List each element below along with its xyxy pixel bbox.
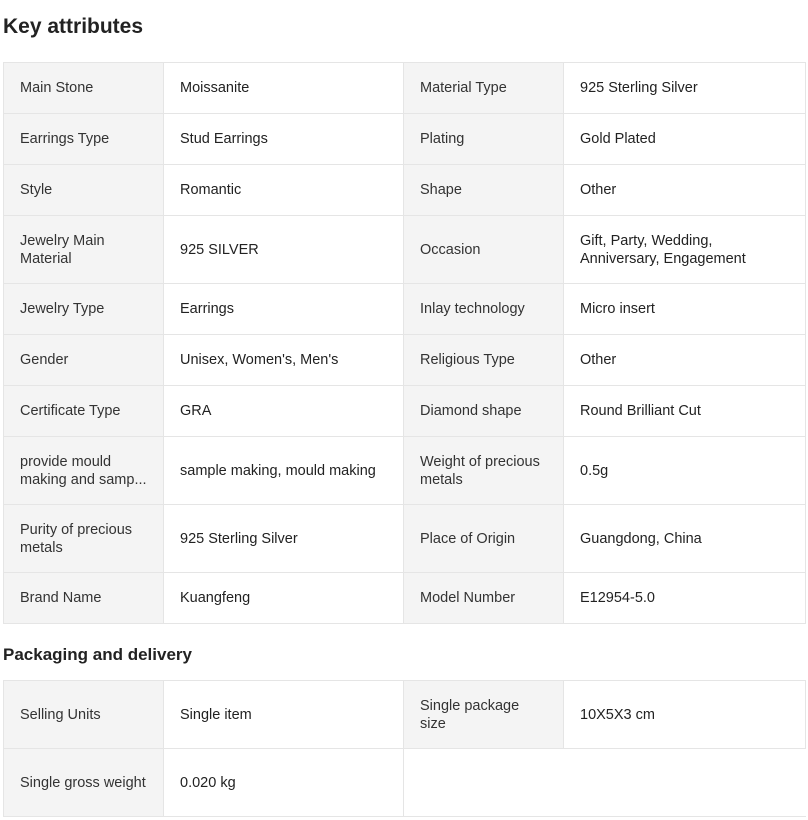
attribute-value: Earrings <box>164 284 404 335</box>
attribute-label: Selling Units <box>4 681 164 749</box>
attribute-label: Single package size <box>404 681 564 749</box>
packaging-title: Packaging and delivery <box>3 645 192 664</box>
attribute-value: Guangdong, China <box>564 505 806 573</box>
attribute-label: Jewelry Main Material <box>4 216 164 284</box>
attribute-label: Plating <box>404 114 564 165</box>
attribute-value: Gold Plated <box>564 114 806 165</box>
key-attributes-title: Key attributes <box>3 15 144 38</box>
attribute-value: E12954-5.0 <box>564 573 806 624</box>
attribute-label: Material Type <box>404 63 564 114</box>
table-row <box>4 749 806 817</box>
table-row <box>4 335 806 386</box>
attribute-value: 925 Sterling Silver <box>564 63 806 114</box>
table-row <box>4 386 806 437</box>
attribute-value: 0.020 kg <box>164 749 404 817</box>
empty-cell <box>404 749 806 817</box>
attribute-label: Earrings Type <box>4 114 164 165</box>
attribute-label: Gender <box>4 335 164 386</box>
attribute-label: Style <box>4 165 164 216</box>
attribute-value: GRA <box>164 386 404 437</box>
attribute-value: Stud Earrings <box>164 114 404 165</box>
attribute-value: 10X5X3 cm <box>564 681 806 749</box>
attribute-value: 925 SILVER <box>164 216 404 284</box>
attribute-value: Gift, Party, Wedding, Anniversary, Engagement <box>564 216 806 284</box>
table-row <box>4 63 806 114</box>
table-row <box>4 114 806 165</box>
attribute-label: Single gross weight <box>4 749 164 817</box>
table-row <box>4 681 806 749</box>
table-row <box>4 437 806 505</box>
attribute-label: Purity of precious metals <box>4 505 164 573</box>
attribute-value: Kuangfeng <box>164 573 404 624</box>
attribute-label: Main Stone <box>4 63 164 114</box>
table-row <box>4 573 806 624</box>
attribute-label: provide mould making and samp... <box>4 437 164 505</box>
attribute-label: Brand Name <box>4 573 164 624</box>
attribute-value: Moissanite <box>164 63 404 114</box>
attribute-label: Jewelry Type <box>4 284 164 335</box>
attribute-value: Romantic <box>164 165 404 216</box>
attribute-label: Place of Origin <box>404 505 564 573</box>
attribute-label: Weight of precious metals <box>404 437 564 505</box>
packaging-table <box>3 680 806 817</box>
attribute-value: Round Brilliant Cut <box>564 386 806 437</box>
attribute-label: Certificate Type <box>4 386 164 437</box>
attribute-label: Inlay technology <box>404 284 564 335</box>
attribute-value: Other <box>564 335 806 386</box>
table-row <box>4 505 806 573</box>
key-attributes-table <box>3 62 806 624</box>
attribute-value: Single item <box>164 681 404 749</box>
table-row <box>4 284 806 335</box>
table-row <box>4 216 806 284</box>
attribute-label: Model Number <box>404 573 564 624</box>
attribute-label: Religious Type <box>404 335 564 386</box>
attribute-label: Shape <box>404 165 564 216</box>
table-row <box>4 165 806 216</box>
attribute-value: Other <box>564 165 806 216</box>
attribute-value: sample making, mould making <box>164 437 404 505</box>
attribute-value: 925 Sterling Silver <box>164 505 404 573</box>
attribute-value: Unisex, Women's, Men's <box>164 335 404 386</box>
attribute-label: Occasion <box>404 216 564 284</box>
attribute-value: Micro insert <box>564 284 806 335</box>
attribute-label: Diamond shape <box>404 386 564 437</box>
attribute-value: 0.5g <box>564 437 806 505</box>
